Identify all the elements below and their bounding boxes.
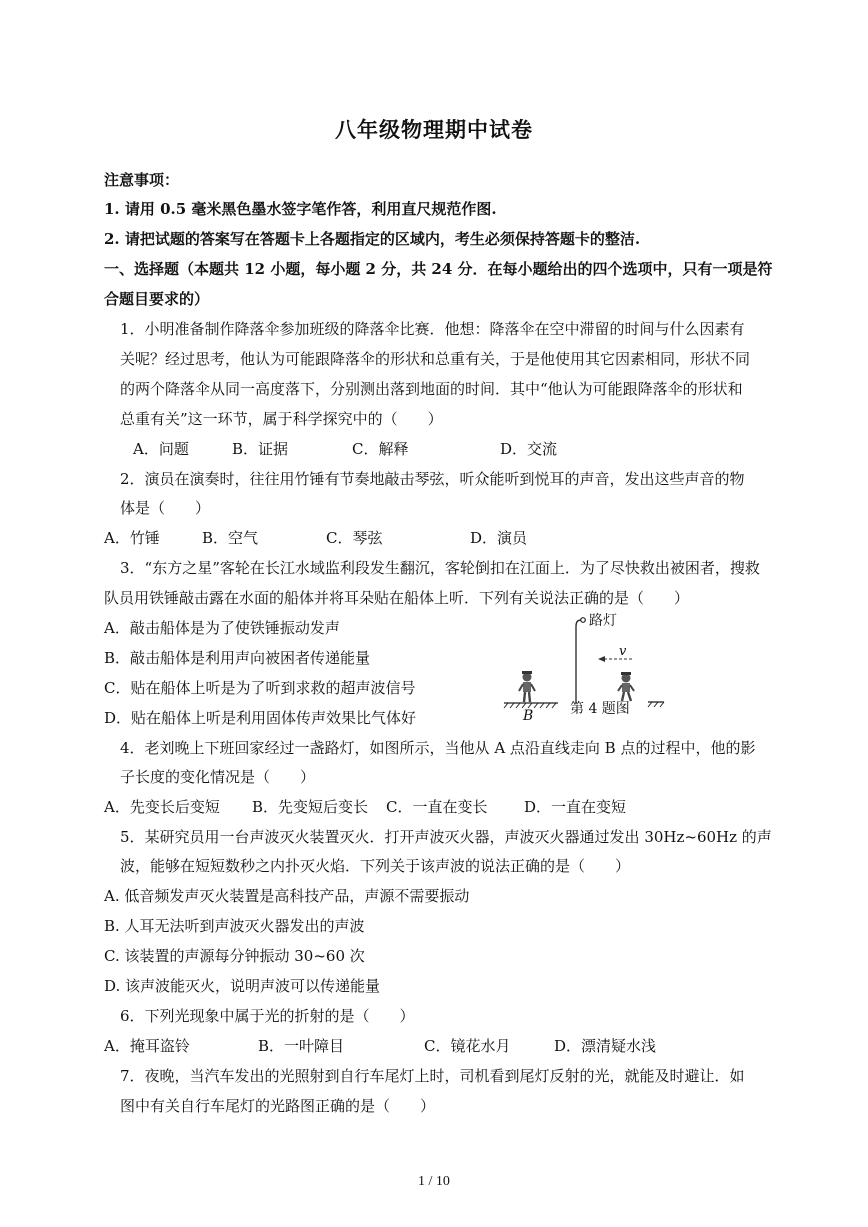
q4-line: 子长度的变化情况是（ ） — [120, 768, 316, 786]
q2-option-a: A．竹锤 — [104, 529, 160, 547]
q5-option-d: D. 该声波能灭火，说明声波可以传递能量 — [104, 977, 381, 995]
q5-line: 波，能够在短短数秒之内扑灭火焰．下列关于该声波的说法正确的是（ ） — [120, 857, 631, 875]
q6-option-b: B．一叶障目 — [258, 1037, 345, 1055]
q4-line: 4．老刘晚上下班回家经过一盏路灯，如图所示，当他从 A 点沿直线走向 B 点的过程中，他的影 — [120, 739, 756, 757]
q4-option-d: D．一直在变短 — [524, 798, 627, 816]
q1-line: 的两个降落伞从同一高度落下，分别测出落到地面的时间．其中“他认为可能跟降落伞的形状和 — [120, 380, 743, 398]
section-heading-line-2: 合题目要求的） — [104, 290, 210, 308]
q1-line: 总重有关”这一环节，属于科学探究中的（ ） — [120, 410, 443, 428]
q7-line: 图中有关自行车尾灯的光路图正确的是（ ） — [120, 1097, 436, 1115]
q2-line: 体是（ ） — [120, 499, 211, 517]
q5-option-c: C. 该装置的声源每分钟振动 30~60 次 — [104, 947, 365, 965]
notice-item-2: 2. 请把试题的答案写在答题卡上各题指定的区域内，考生必须保持答题卡的整洁. — [104, 230, 641, 248]
section-heading-line-1: 一、选择题（本题共 12 小题，每小题 2 分，共 24 分．在每小题给出的四个选项中，只有一项是符 — [104, 260, 773, 278]
q3-line: 3．“东方之星”客轮在长江水域监利段发生翻沉，客轮倒扣在江面上．为了尽快救出被困者，搜救 — [120, 559, 760, 577]
person-at-b-icon — [519, 671, 535, 702]
velocity-label: v — [619, 644, 627, 659]
point-b-label: B — [523, 708, 534, 724]
q1-line: 关呢？经过思考，他认为可能跟降落伞的形状和总重有关，于是他使用其它因素相同，形状不同 — [120, 350, 751, 368]
q5-option-b: B. 人耳无法听到声波灭火器发出的声波 — [104, 917, 365, 935]
ground-hatch-right — [648, 702, 664, 707]
lamp-bulb-icon — [581, 618, 586, 623]
q2-option-b: B．空气 — [202, 529, 259, 547]
q1-option-c: C．解释 — [352, 440, 409, 458]
arrow-left-icon — [598, 656, 605, 662]
figure-caption: 第 4 题图 — [570, 701, 630, 717]
q3-option-b: B．敲击船体是利用声向被困者传递能量 — [104, 649, 371, 667]
q5-line: 5．某研究员用一台声波灭火装置灭火．打开声波灭火器，声波灭火器通过发出 30Hz~60Hz 的声 — [120, 828, 772, 846]
q3-option-c: C．贴在船体上听是为了听到求救的超声波信号 — [104, 679, 416, 697]
q3-option-d: D．贴在船体上听是利用固体传声效果比气体好 — [104, 709, 417, 727]
person-at-a-icon — [618, 672, 634, 701]
q4-option-c: C．一直在变长 — [386, 798, 488, 816]
q2-option-c: C．琴弦 — [326, 529, 383, 547]
q4-option-b: B．先变短后变长 — [252, 798, 369, 816]
q3-line: 队员用铁锤敲击露在水面的船体并将耳朵贴在船体上听．下列有关说法正确的是（ ） — [104, 589, 690, 607]
lamp-label: 路灯 — [589, 613, 617, 629]
q5-option-a: A. 低音频发声灭火装置是高科技产品，声源不需要振动 — [104, 887, 470, 905]
q6-option-a: A．掩耳盗铃 — [104, 1037, 190, 1055]
q1-option-a: A．问题 — [133, 440, 189, 458]
q1-option-d: D．交流 — [500, 440, 558, 458]
notice-item-1: 1. 请用 0.5 毫米黑色墨水签字笔作答，利用直尺规范作图. — [104, 200, 497, 218]
q2-option-d: D．演员 — [470, 529, 528, 547]
page-number: 1 / 10 — [418, 1174, 450, 1189]
street-lamp-figure — [500, 612, 680, 724]
q6-option-c: C．镜花水月 — [424, 1037, 511, 1055]
q1-option-b: B．证据 — [232, 440, 289, 458]
q6-line: 6．下列光现象中属于光的折射的是（ ） — [120, 1007, 415, 1025]
page-title: 八年级物理期中试卷 — [335, 117, 533, 142]
q2-line: 2．演员在演奏时，往往用竹锤有节奏地敲击琴弦，听众能听到悦耳的声音，发出这些声音的物 — [120, 470, 745, 488]
q1-line: 1．小明准备制作降落伞参加班级的降落伞比赛．他想：降落伞在空中滞留的时间与什么因素有 — [120, 320, 745, 338]
q3-option-a: A．敲击船体是为了使铁锤振动发声 — [104, 619, 340, 637]
q6-option-d: D．漂清疑水浅 — [554, 1037, 657, 1055]
q4-option-a: A．先变长后变短 — [104, 798, 220, 816]
q7-line: 7．夜晚，当汽车发出的光照射到自行车尾灯上时，司机看到尾灯反射的光，就能及时避让．如 — [120, 1067, 745, 1085]
notice-heading: 注意事项： — [104, 171, 180, 189]
